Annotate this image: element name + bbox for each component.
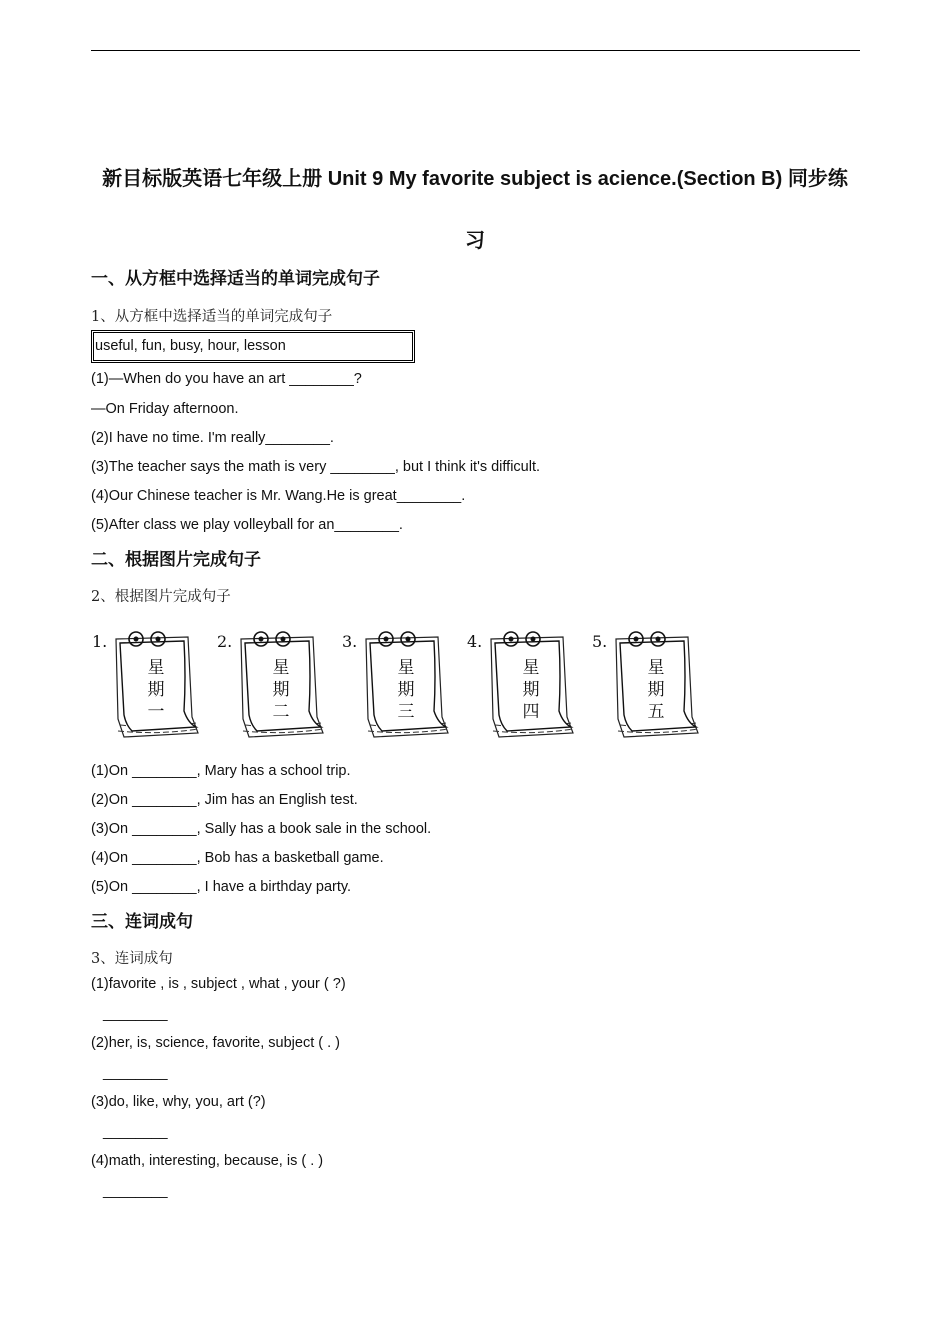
section3-heading: 三、连词成句 [91,912,193,931]
section2-question-label: 2、根据图片完成句子 [91,589,231,605]
calendar-5 [592,632,698,737]
s3-item-4: (4)math, interesting, because, is ( . ) [91,1153,324,1169]
calendar-char: 二 [272,702,290,722]
calendar-pictures [88,627,708,747]
calendar-char: 三 [397,702,415,722]
s1-item-2: (2)I have no time. I'm really________. [91,430,334,446]
s3-item-3: (3)do, like, why, you, art (?) [91,1094,266,1110]
calendar-char: 五 [647,702,665,722]
calendar-ring-hole [406,637,411,642]
section3-question-label: 3、连词成句 [91,951,173,967]
calendar-ring-hole [384,637,389,642]
s1-item-3: (3)The teacher says the math is very ________, but I think it's difficult. [91,459,541,475]
calendar-char: 星 [647,658,665,678]
page-title [70,148,880,272]
calendar-char: 期 [647,680,665,700]
calendar-3 [342,632,448,737]
section2-heading: 二、根据图片完成句子 [91,550,261,569]
calendar-char: 星 [272,658,290,678]
calendar-2 [217,632,323,737]
s2-item-2: (2)On ________, Jim has an English test. [91,792,358,808]
section1-question-label: 1、从方框中选择适当的单词完成句子 [91,309,333,325]
calendar-char: 星 [522,658,540,678]
s2-item-3: (3)On ________, Sally has a book sale in the school. [91,821,432,837]
s1-item-1-answer: —On Friday afternoon. [91,401,239,417]
calendar-char: 星 [397,658,415,678]
s2-item-5: (5)On ________, I have a birthday party. [91,879,352,895]
calendar-4 [467,632,573,737]
calendar-group [92,632,698,737]
calendar-char: 期 [397,680,415,700]
calendar-char: 期 [147,680,165,700]
s3-item-2-blank: ________ [103,1065,168,1081]
s3-item-1: (1)favorite , is , subject , what , your ( ?) [91,976,346,992]
calendar-ring-hole [259,637,264,642]
calendar-char: 期 [522,680,540,700]
s2-item-4: (4)On ________, Bob has a basketball game. [91,850,384,866]
header-rule [91,50,860,51]
section1-heading: 一、从方框中选择适当的单词完成句子 [91,269,380,288]
calendar-number: 2. [217,632,233,651]
calendar-number: 5. [592,632,608,651]
s3-item-4-blank: ________ [103,1183,168,1199]
calendar-char: 四 [522,702,540,722]
s2-item-1: (1)On ________, Mary has a school trip. [91,763,351,779]
s3-item-1-blank: ________ [103,1006,168,1022]
s3-item-3-blank: ________ [103,1124,168,1140]
title-line-1: 新目标版英语七年级上册 Unit 9 My favorite subject is acience.(Section B) 同步练 [102,168,848,190]
calendar-char: 一 [147,702,165,722]
calendar-ring-hole [156,637,161,642]
s1-item-4: (4)Our Chinese teacher is Mr. Wang.He is great________. [91,488,466,504]
calendar-ring-hole [531,637,536,642]
title-line-2: 习 [465,230,485,252]
calendar-ring-hole [656,637,661,642]
s1-item-1: (1)—When do you have an art ________? [91,371,362,387]
calendar-number: 1. [92,632,108,651]
calendar-ring-hole [509,637,514,642]
calendar-1 [92,632,198,737]
s1-item-5: (5)After class we play volleyball for an________. [91,517,403,533]
calendar-number: 3. [342,632,358,651]
word-box: useful, fun, busy, hour, lesson [91,330,415,363]
calendar-ring-hole [634,637,639,642]
calendar-char: 星 [147,658,165,678]
calendar-number: 4. [467,632,483,651]
calendar-ring-hole [281,637,286,642]
s3-item-2: (2)her, is, science, favorite, subject ( . ) [91,1035,341,1051]
calendar-char: 期 [272,680,290,700]
calendar-ring-hole [134,637,139,642]
